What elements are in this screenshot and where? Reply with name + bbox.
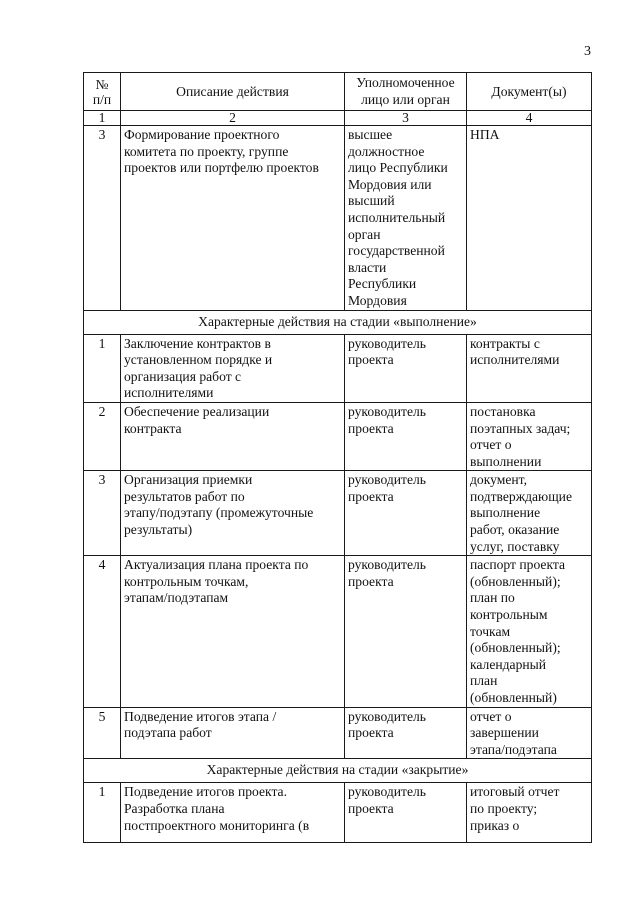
document-cell-line: услуг, поставку [470,538,560,554]
document-cell [467,471,592,556]
column-numbers-row [84,111,592,126]
document-cell-line: приказ о [470,817,520,833]
action-cell-line: результаты) [124,522,193,538]
responsible-cell-line: Мордовия [348,292,407,308]
document-cell-line: план по [470,590,515,606]
action-cell [121,334,345,402]
responsible-cell-line: Республики [348,276,417,292]
document-cell-line: контрольным [470,607,548,623]
header-num: № п/п [84,73,121,111]
action-cell [121,402,345,470]
action-cell-line: проектов или портфелю проектов [124,160,319,176]
row-number: 1 [84,783,121,843]
responsible-cell-line: высшее [348,127,393,142]
header-documents: Документ(ы) [467,73,592,111]
document-cell-line: отчет о [470,708,512,724]
document-cell-line: выполнении [470,453,542,469]
table-body [84,126,592,843]
section-closure [84,759,592,783]
action-cell-line: контрольным точкам, [124,573,249,589]
responsible-cell-line: исполнительный [348,209,446,225]
document-cell-line: работ, оказание [470,522,560,538]
responsible-cell-line: проекта [348,488,394,504]
row-number: 2 [84,402,121,470]
responsible-cell-line: проекта [348,420,394,436]
document-cell-line: поэтапных задач; [470,420,571,436]
action-cell [121,783,345,843]
section-title: Характерные действия на стадии «закрытие» [84,759,592,783]
row-number: 5 [84,707,121,759]
document-cell-line: план [470,673,498,689]
responsible-cell-line: руководитель [348,335,427,351]
document-cell-line: (обновленный); [470,573,561,589]
document-cell-line: контракты с [470,335,540,351]
document-cell-line: постановка [470,403,536,419]
action-cell-line: результатов работ по [124,488,245,504]
action-cell-line: Организация приемки [124,472,253,488]
document-cell-line: исполнителями [470,352,560,368]
document-cell [467,402,592,470]
action-cell [121,126,345,311]
actions-table [83,72,592,843]
document-cell-line: (обновленный); [470,640,561,656]
table-row [84,556,592,707]
action-cell-line: этапам/подэтапам [124,590,229,606]
action-cell-line: Подведение итогов этапа / [124,708,277,724]
responsible-cell [345,556,467,707]
action-cell-line: организация работ с [124,368,242,384]
action-cell-line: Подведение итогов проекта. [124,784,287,800]
section-title: Характерные действия на стадии «выполнение» [84,310,592,334]
action-cell-line: контракта [124,420,182,436]
responsible-cell [345,783,467,843]
responsible-cell [345,707,467,759]
page-number: 3 [584,44,591,59]
responsible-cell-line: должностное [348,143,425,159]
responsible-cell-line: государственной [348,243,445,259]
document-cell [467,556,592,707]
document-cell-line: паспорт проекта [470,557,566,573]
row-number: 1 [84,334,121,402]
column-number: 4 [467,111,592,126]
responsible-cell-line: руководитель [348,472,427,488]
document-cell-line: по проекту; [470,800,538,816]
table-row [84,334,592,402]
header-description: Описание действия [121,73,345,111]
action-cell-line: подэтапа работ [124,725,212,741]
action-cell-line: комитета по проекту, группе [124,143,289,159]
responsible-cell-line: орган [348,226,381,242]
responsible-cell [345,402,467,470]
section-execution [84,310,592,334]
document-cell-line: (обновленный) [470,690,557,705]
action-cell [121,471,345,556]
responsible-cell-line: руководитель [348,403,427,419]
column-number: 2 [121,111,345,126]
responsible-cell-line: Мордовия или [348,176,432,192]
responsible-cell-line: проекта [348,352,394,368]
column-number: 1 [84,111,121,126]
document-cell-line: НПА [470,127,500,142]
column-number: 3 [345,111,467,126]
table-row [84,126,592,311]
action-cell-line: Актуализация плана проекта по [124,557,309,573]
table-row [84,402,592,470]
document-cell-line: отчет о [470,437,512,453]
responsible-cell-line: руководитель [348,708,427,724]
document-cell-line: подтверждающие [470,488,572,504]
document-cell-line: завершении [470,725,539,741]
responsible-cell [345,334,467,402]
document-cell [467,707,592,759]
action-cell-line: этапу/подэтапу (промежуточные [124,505,314,521]
document-cell-line: точкам [470,623,511,639]
table-row [84,471,592,556]
action-cell-line: установленном порядке и [124,352,273,368]
document-cell [467,126,592,311]
responsible-cell-line: высший [348,193,395,209]
document-cell [467,783,592,843]
document-cell [467,334,592,402]
document-cell-line: выполнение [470,505,541,521]
document-cell-line: документ, [470,472,527,488]
header-responsible: Уполномоченное лицо или орган [345,73,467,111]
document-cell-line: календарный [470,656,547,672]
responsible-cell-line: власти [348,259,387,275]
table-row [84,783,592,843]
row-number: 4 [84,556,121,707]
table-row [84,707,592,759]
document-cell-line: этапа/подэтапа [470,741,557,757]
action-cell-line: Формирование проектного [124,127,280,142]
responsible-cell [345,471,467,556]
responsible-cell-line: проекта [348,573,394,589]
row-number: 3 [84,126,121,311]
action-cell-line: исполнителями [124,385,214,401]
responsible-cell [345,126,467,311]
document-cell-line: итоговый отчет [470,784,560,800]
responsible-cell-line: руководитель [348,784,427,800]
table-header-row [84,73,592,111]
action-cell [121,556,345,707]
action-cell-line: Разработка плана [124,800,225,816]
action-cell-line: Заключение контрактов в [124,335,271,351]
action-cell-line: постпроектного мониторинга (в [124,817,310,833]
responsible-cell-line: руководитель [348,557,427,573]
responsible-cell-line: проекта [348,800,394,816]
responsible-cell-line: проекта [348,725,394,741]
responsible-cell-line: лицо Республики [348,160,448,176]
action-cell-line: Обеспечение реализации [124,403,270,419]
row-number: 3 [84,471,121,556]
action-cell [121,707,345,759]
